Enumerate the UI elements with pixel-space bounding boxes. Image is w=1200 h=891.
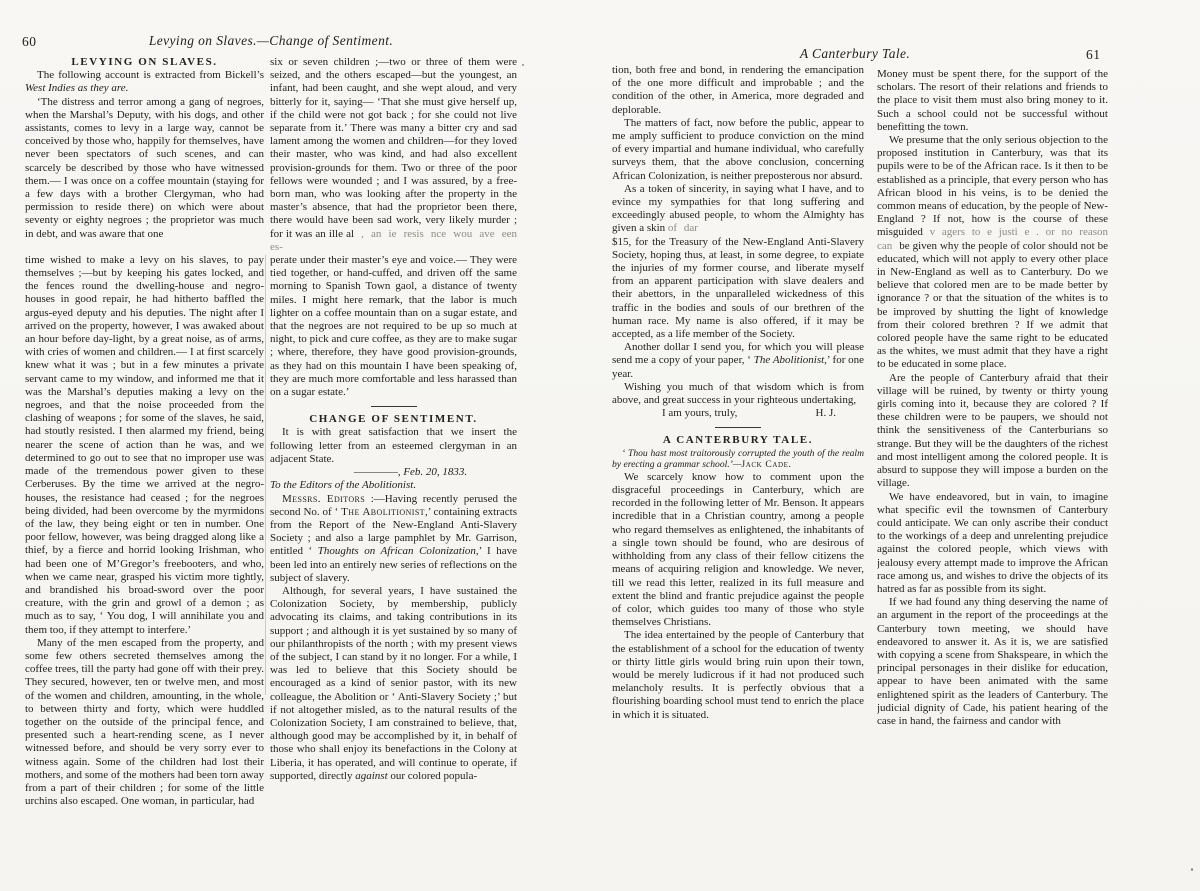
epigraph bbox=[612, 448, 864, 471]
paragraph: perate under their master’s eye and voice.— They were tied together, or hand-cuffed, and driven off the same morning to Spanish Town gaol, a distance of twenty miles. I might here remark, that the labor is much lighter on a coffee mountain than on a sugar estate, and that the negroes are not required to be up so much at night, to pick and cure coffee, as they are to make sugar ; where, therefore, they have good provision-grounds, as they had on this mountain I have been speaking of, they are much more comfortable and less harassed than on a sugar estate.’ bbox=[270, 254, 517, 399]
paragraph-text: :—Having recently perused the second No. of ‘ bbox=[270, 492, 517, 518]
dateline-date: Feb. 20, 1833. bbox=[403, 466, 468, 479]
paragraph-text: Although, for several years, I have sustained the Colonization Society, by membership, publicly advocating its claims, and taking contributions in its support ; and although it is yet sustained by so many of our philanthropists of the north ; with my present views of the subject, I can stand by it no longer. For a while, I was led to believe that this Society should be encouraged as a kind of senior pastor, with its new colleague, the Abolition or ‘ Anti-Slavery Society ;’ but if not altogether misled, as to the natural results of the Colonization Society, I am constrained to believe, that, although good may be accomplished by it, in behalf of those who shall enjoy its benefactions in the Colony at Liberia, it has operated, and will continue to operate, if supported, directly bbox=[270, 584, 517, 782]
paragraph bbox=[877, 134, 1108, 372]
paragraph-text: As a token of sincerity, in saying what I have, and to evince my sympathies for that long suffering and exceedingly abused people, to whom the Almighty has given a skin bbox=[612, 182, 864, 235]
article-title-a-canterbury-tale: A CANTERBURY TALE. bbox=[662, 434, 814, 447]
scan-speckle bbox=[522, 64, 524, 66]
signature-initials: H. J. bbox=[815, 407, 836, 420]
paragraph-text: Another dollar I send you, for which you will please send me a copy of your paper, ‘ bbox=[612, 341, 864, 367]
paragraph: $15, for the Treasury of the New-England Anti-Slavery Society, hoping thus, at least, in some degree, to expiate the injuries of my former course, and liberate myself from an apparent participation with slave dealers and their abettors, in the unparalleled wickedness of this traffic in the bodies and souls of our brethren of the human race. My name is also offered, if it may be accepted, as a life member of the Society. bbox=[612, 235, 864, 341]
column-1 bbox=[25, 56, 264, 862]
paragraph: ‘The distress and terror among a gang of negroes, when the Marshal’s Deputy, with his dogs, and other assistants, comes to levy in a large way, cannot be conceived by those who, happily for themselves, have never been spectators of such scenes, and can scarcely be described by those who have witnessed them.— I was once on a coffee mountain (staying for a few days with a brother Clergyman, who had permission to reside there) on which were about seventy or eighty negroes ; the proprietor was much in debt, and was aware that one bbox=[25, 95, 264, 240]
scan-speckle bbox=[1191, 868, 1193, 871]
paragraph: tion, both free and bond, in rendering the emancipation of the one more difficult and improbable ; and the condition of the other, in America, more degraded and deplorable. bbox=[612, 64, 864, 116]
intro-text: The following account is extracted from Bickell’s bbox=[37, 69, 264, 82]
paper-title-italic: The Abolitionist bbox=[753, 354, 825, 367]
paragraph-text: be given why the people of color should not be educated, which will not apply to every other place in New-England as well as to Canterbury. Do we believe that colored men are to be made better by ignorance ? or that the situation of the whites is to be improved by shutting the light of knowledge from their colored brethren ? If we admit that colored people have the same right to be educated as the whites, we must admit that they have a right to be educated in some place. bbox=[877, 239, 1108, 371]
right-page-number: 61 bbox=[1086, 47, 1101, 62]
paragraph: We scarcely know how to comment upon the disgraceful proceedings in Canterbury, which are recorded in the following letter of Mr. Benson. It appears incredible that in a Christian country, among a people who regard themselves as enlightened, the inhabitants of a single town should be found, who are desirous of withholding from any class of their fellow citizens the means of acquiring religion and knowledge. We never, till we read this letter, realized in its full measure and extent the blind and frantic prejudice against the people of color, which guides too many of those who style themselves Christians. bbox=[612, 470, 864, 629]
paragraph: It is with great satisfaction that we insert the following letter from an esteemed clergyman in an adjacent State. bbox=[270, 426, 517, 465]
section-rule bbox=[715, 427, 761, 428]
paragraph: Money must be spent there, for the support of the scholars. The resort of their relations and friends to the place to visit them must also bring money to it. Such a school could not be successful without benefitting the town. bbox=[877, 68, 1108, 133]
column-3 bbox=[612, 64, 864, 864]
epigraph-attribution: Jack Cade. bbox=[741, 459, 792, 471]
right-running-title: A Canterbury Tale. bbox=[799, 46, 911, 61]
column-2 bbox=[270, 56, 517, 862]
letter-signature bbox=[612, 407, 864, 420]
paragraph-text: six or seven children ;—two or three of them were seized, and the others escaped—but the youngest, an infant, had been caught, and she wept aloud, and very bitterly for it, saying— ‘That she must give herself up, if the child were not got back ; for she could not live separate from it.’ There was many a bitter cry and sad lament among the women and children—for they loved their master, who was kind, and had also excellent provision-grounds for them. Two or three of the poor fellows were wounded ; and I was assured, by a free-born man, who was looking after the property in the master’s absence, that had the proprietor been there, there would have been sad work, very likely murder ; for it was an ille al bbox=[270, 56, 517, 240]
degraded-scan-text: of dar bbox=[667, 222, 698, 235]
paragraph-text: ,’ for one year. bbox=[612, 354, 864, 380]
degraded-scan-text: v agers to e justi e . or no reason can bbox=[877, 226, 1108, 252]
paragraph: Wishing you much of that wisdom which is from above, and great success in your righteous undertaking, bbox=[612, 380, 864, 407]
paragraph-text: We presume that the only serious objection to the proposed institution in Canterbury, was that its pupils were to be of the African race. Is it then to be established as a principle, that every person who has African blood in his veins, is to be denied the common means of education, by the people of New-England ? If not, how is the course of these misguided bbox=[877, 134, 1108, 239]
article-title-change-of-sentiment: CHANGE OF SENTIMENT. bbox=[309, 413, 478, 426]
paragraph: time wished to make a levy on his slaves, to pay themselves ;—but by keeping his gates locked, and the fences round the dwelling-house and negro-houses in good repair, he had hitherto baffled the argus-eyed deputy and his deputies. The night after I arrived on the property, however, I was awaked about an hour before day-light, by a great noise, as of arms, with cries of women and children.— I at first scarcely knew what it was ; but in a few minutes a private servant came to my window, and informed me that it was the Marshal’s deputies making a levy on the negroes, and that the noise proceeded from the clashing of weapons ; for some of the slaves, he said, had stoutly resisted. I then alarmed my friend, being nearer the scene of action than he was, and we determined to go out to see that no improper use was made of the tremendous power given to these Cerberuses. By the time we arrived at the negro-houses, the resistance had ceased ; for the negroes being divided, had been overcome by the myrmidons of the law, they being eight or ten in number. One poor fellow, however, was being dragged along like a thief, by a fierce and horrid looking Irishman, who had been one of M’Gregor’s freebooters, and who, when we came near, grasped his victim more tightly, and brandished his broad-sword over the poor creature, with the grin and growl of a demon ; as much as to say, ‘ You dog, I will annihilate you and them too, if they attempt to interfere.’ bbox=[25, 253, 264, 636]
paragraph bbox=[270, 56, 517, 254]
paragraph bbox=[612, 183, 864, 236]
epigraph-quote: ‘ Thou hast most traitorously corrupted the youth of the realm by erecting a grammar school.’— bbox=[612, 447, 864, 471]
paragraph: Many of the men escaped from the property, and some few others secreted themselves among the coffee trees, till the party had gone off with their prey. They secured, however, ten or twelve men, and most of the women and children, amounting, in the whole, to between thirty and forty, which were huddled together on the outside of the principal fence, and presented such a heart-rending scene, as I never witnessed before, and should be very sorry ever to witness again. Some of the children had lost their mothers, and some of the mothers had been torn away from a part of their children ; for some of the little urchins also escaped. One woman, in particular, had bbox=[25, 636, 264, 808]
paragraph-text: ,’ I have been led into an entirely new series of reflections on the subject of slavery. bbox=[270, 545, 517, 584]
emphasis-italic: against bbox=[355, 769, 388, 782]
paragraph bbox=[612, 341, 864, 381]
letter-salutation: To the Editors of the Abolitionist. bbox=[270, 479, 417, 492]
book-title-italic: West Indies as they are. bbox=[25, 82, 129, 95]
small-caps-text: The Abolitionist bbox=[341, 505, 425, 518]
small-caps-text: Messrs. Editors bbox=[282, 492, 366, 505]
paragraph: The matters of fact, now before the public, appear to me amply sufficient to produce conviction on the mind of every impartial and humane individual, who carefully surveys them, that the above conclusion, concerning African Colonization, is neither preposterous nor absurd. bbox=[612, 116, 864, 182]
paragraph bbox=[25, 69, 264, 95]
paragraph: Are the people of Canterbury afraid that their village will be ruined, by twenty or thirty young girls coming into it, because they are colored ? If these children were to be paupers, we should not think the sensitiveness of the Canterburians so strange. But they will be the daughters of the richest and most intelligent among the colored people. It is absurd to suppose they will impose a burden on the village. bbox=[877, 371, 1108, 490]
paragraph: If we had found any thing deserving the name of an argument in the report of the proceedings at the Canterbury town meeting, we should have endeavored to answer it. As it is, we are satisfied with copying a scene from Shakspeare, in which the principal personages in their dislike for education, appear to have been animated with the same enlightened spirit as the leaders of Canterbury. The judicial dignity of Cade, his patient hearing of the case in hand, the fairness and candor with bbox=[877, 596, 1108, 727]
column-4 bbox=[877, 68, 1108, 864]
dateline bbox=[270, 466, 517, 479]
degraded-scan-text: , an ie resis nce wou ave een es- bbox=[270, 227, 517, 253]
paragraph: We have endeavored, but in vain, to imagine what specific evil the townsmen of Canterbury could anticipate. We can only ascribe their conduct to the workings of a deep and unrelenting prejudice against the colored people, which views with jealousy every attempt made to improve the African race among us, and wishes to drive the objects of its hatred as far as possible from its sight. bbox=[877, 490, 1108, 595]
paragraph bbox=[270, 493, 517, 585]
left-running-title: Levying on Slaves.—Change of Sentiment. bbox=[148, 33, 394, 48]
paragraph-text: our colored popula- bbox=[387, 769, 478, 782]
section-rule bbox=[371, 406, 417, 407]
pamphlet-title-italic: Thoughts on African Colonization bbox=[317, 545, 476, 558]
paragraph-text: ,’ containing extracts from the Report of the New-England Anti-Slavery Society ; and also a large pamphlet by Mr. Garrison, entitled ‘ bbox=[270, 505, 517, 558]
article-title-levying-on-slaves: LEVYING ON SLAVES. bbox=[71, 56, 218, 68]
paragraph bbox=[270, 585, 517, 783]
signature-closing: I am yours, truly, bbox=[662, 407, 738, 420]
dateline-dash: ————, bbox=[353, 466, 404, 479]
column-divider-rule bbox=[265, 255, 266, 695]
paragraph: The idea entertained by the people of Canterbury that the establishment of a school for the education of twenty or thirty little girls would bring ruin upon their town, would be merely ludicrous if it had not produced such melancholy results. It is perfectly obvious that a flourishing boarding school must tend to enrich the place in which it is situated. bbox=[612, 629, 864, 721]
left-page-number: 60 bbox=[22, 34, 37, 49]
